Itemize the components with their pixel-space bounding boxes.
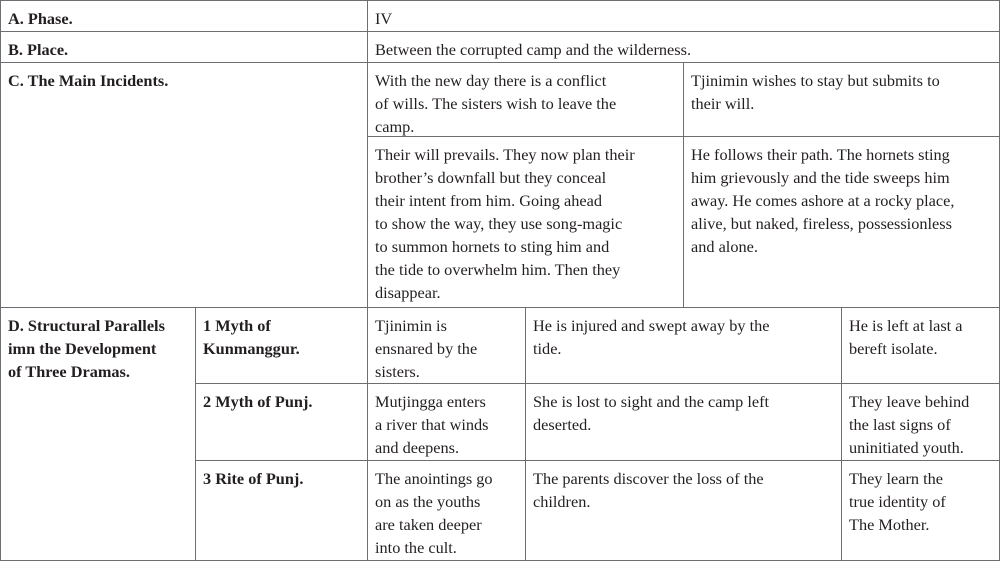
- drama-line: They learn the: [849, 469, 944, 488]
- drama-line: tide.: [533, 339, 562, 358]
- structural-parallels-label: [0, 307, 196, 561]
- drama-line: She is lost to sight and the camp left: [533, 392, 770, 411]
- drama-line: They leave behind: [849, 392, 970, 411]
- drama-line: and deepens.: [375, 438, 460, 457]
- incident-cell-3: [367, 136, 684, 308]
- incident-line: their intent from him. Going ahead: [375, 191, 602, 210]
- incident-cell-4: [683, 136, 1000, 308]
- structural-parallels-line: D. Structural Parallels: [8, 316, 165, 335]
- incident-line: to summon hornets to sting him and: [375, 237, 610, 256]
- incident-cell-1: [367, 62, 684, 137]
- incident-line: Tjinimin wishes to stay but submits to: [691, 71, 940, 90]
- place-value-text: Between the corrupted camp and the wilderness.: [375, 40, 692, 59]
- drama-1-cell-1: [367, 307, 526, 384]
- phase-value: [367, 0, 1000, 32]
- main-incidents-label: [0, 62, 368, 308]
- drama-label-line: 2 Myth of Punj.: [203, 392, 313, 411]
- incident-line: brother’s downfall but they conceal: [375, 168, 607, 187]
- drama-1-cell-2: [525, 307, 842, 384]
- structural-parallels-line: of Three Dramas.: [8, 362, 130, 381]
- incident-line: and alone.: [691, 237, 758, 256]
- place-label-text: B. Place.: [8, 40, 69, 59]
- drama-label-1: [195, 307, 368, 384]
- incident-cell-2: [683, 62, 1000, 137]
- drama-label-line: 1 Myth of: [203, 316, 271, 335]
- drama-3-cell-3: [841, 460, 1000, 561]
- incident-line: away. He comes ashore at a rocky place,: [691, 191, 955, 210]
- drama-2-cell-1: [367, 383, 526, 461]
- drama-2-cell-2: [525, 383, 842, 461]
- phase-value-text: IV: [375, 9, 393, 28]
- drama-line: on as the youths: [375, 492, 481, 511]
- incident-line: disappear.: [375, 283, 441, 302]
- place-label: [0, 31, 368, 63]
- drama-3-cell-1: [367, 460, 526, 561]
- drama-label-3: [195, 460, 368, 561]
- drama-line: uninitiated youth.: [849, 438, 964, 457]
- drama-line: a river that winds: [375, 415, 489, 434]
- incident-line: to show the way, they use song-magic: [375, 214, 623, 233]
- place-value: [367, 31, 1000, 63]
- drama-line: Mutjingga enters: [375, 392, 486, 411]
- drama-label-line: 3 Rite of Punj.: [203, 469, 304, 488]
- drama-line: bereft isolate.: [849, 339, 938, 358]
- drama-line: deserted.: [533, 415, 592, 434]
- drama-line: into the cult.: [375, 538, 457, 557]
- drama-line: the last signs of: [849, 415, 951, 434]
- drama-line: The Mother.: [849, 515, 930, 534]
- incident-line: camp.: [375, 117, 415, 136]
- drama-label-2: [195, 383, 368, 461]
- drama-3-cell-2: [525, 460, 842, 561]
- incident-line: the tide to overwhelm him. Then they: [375, 260, 621, 279]
- drama-line: ensnared by the: [375, 339, 478, 358]
- incident-line: their will.: [691, 94, 755, 113]
- incident-line: alive, but naked, fireless, possessionless: [691, 214, 952, 233]
- drama-line: true identity of: [849, 492, 946, 511]
- incident-line: He follows their path. The hornets sting: [691, 145, 950, 164]
- drama-line: He is injured and swept away by the: [533, 316, 770, 335]
- phase-label: [0, 0, 368, 32]
- phase-label-text: A. Phase.: [8, 9, 73, 28]
- drama-line: The parents discover the loss of the: [533, 469, 764, 488]
- drama-line: sisters.: [375, 362, 420, 381]
- main-incidents-label-text: C. The Main Incidents.: [8, 71, 169, 90]
- drama-line: children.: [533, 492, 591, 511]
- structural-parallels-line: imn the Development: [8, 339, 157, 358]
- drama-1-cell-3: [841, 307, 1000, 384]
- incident-line: him grievously and the tide sweeps him: [691, 168, 950, 187]
- drama-line: are taken deeper: [375, 515, 482, 534]
- drama-2-cell-3: [841, 383, 1000, 461]
- incident-line: Their will prevails. They now plan their: [375, 145, 635, 164]
- drama-line: Tjinimin is: [375, 316, 447, 335]
- incident-line: With the new day there is a conflict: [375, 71, 607, 90]
- drama-label-line: Kunmanggur.: [203, 339, 300, 358]
- drama-line: The anointings go: [375, 469, 493, 488]
- drama-line: He is left at last a: [849, 316, 963, 335]
- incident-line: of wills. The sisters wish to leave the: [375, 94, 617, 113]
